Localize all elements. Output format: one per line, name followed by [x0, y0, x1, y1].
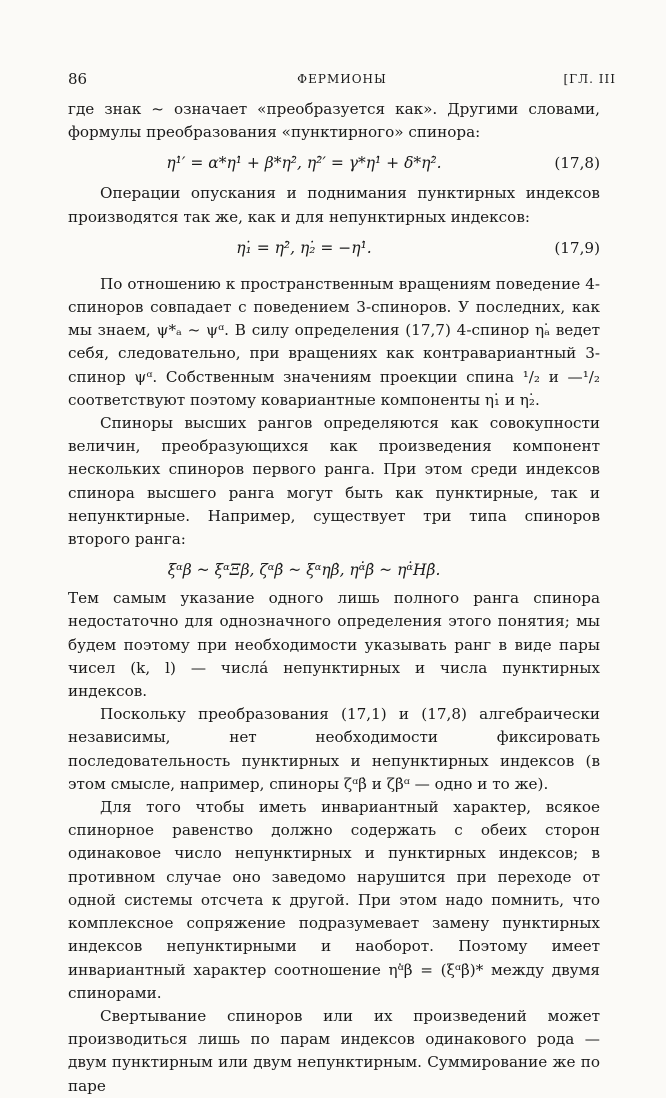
- equation-expression: η¹̇′ = α*η¹̇ + β*η²̇, η²̇′ = γ*η¹̇ + δ*η²̇.: [166, 154, 442, 173]
- running-title: ФЕРМИОНЫ: [297, 72, 387, 86]
- page-number: 86: [68, 70, 88, 88]
- paragraph: где знак ~ означает «преобразуется как». Другими словами, формулы преобразования «пунктирного» спинора:: [68, 100, 600, 142]
- equation-expression: η₁̇ = η²̇, η₂̇ = −η¹̇.: [236, 238, 372, 257]
- equation-expression: ξᵅβ ~ ξᵅΞβ, ζᵅβ̇ ~ ξᵅηβ̇, ηᵅ̇β̇ ~ ηᵅ̇Hβ̇.: [167, 561, 441, 580]
- paragraph: Для того чтобы иметь инвариантный характер, всякое спинорное равенство должно содержать с обеих сторон одинаковое число непунктирных и пунктирных индексов; в противном случае оно заведомо нарушится при переходе от одной системы отсчета к другой. При этом надо помнить, что комплексное сопряжение подразумевает замену пунктирных индексов непунктирными и наоборот. Поэтому имеет инвариантный характер соотношение ηᵅ̇β = (ξᵅβ̇)* между двумя спинорами.: [68, 798, 600, 1002]
- equation-second-rank-spinors: [68, 551, 600, 587]
- paragraph: Тем самым указание одного лишь полного ранга спинора недостаточно для однозначного определения этого понятия; мы будем поэтому при необходимости указывать ранг в виде пары чисел (k, l) — числá непунктирных и числа пунктирных индексов.: [68, 589, 600, 701]
- page-body: [68, 98, 600, 1098]
- paragraph: Свертывание спиноров или их произведений может производиться лишь по парам индексов одинакового рода — двум пунктирным или двум непунктирным. Суммирование же по паре: [68, 1006, 600, 1095]
- equation-17-9: [68, 229, 600, 267]
- paragraph: Спиноры высших рангов определяются как совокупности величин, преобразующихся как произведения компонент нескольких спиноров первого ранга. При этом среди индексов спинора высшего ранга могут быть как пунктирные, так и непунктирные. Например, существует три типа спиноров второго ранга:: [68, 414, 600, 549]
- paragraph: По отношению к пространственным вращениям поведение 4-спиноров совпадает с поведением 3-спиноров. У последних, как мы знаем, ψ*ₐ ~ ψᵅ. В силу определения (17,7) 4-спинор ηₐ̇ ведет себя, следовательно, при вращениях как контравариантный 3-спинор ψᵅ. Собственным значениям проекции спина ¹/₂ и —¹/₂ соответствуют поэтому ковариантные компоненты η₁̇ и η₂̇.: [68, 274, 600, 409]
- paragraph: Операции опускания и поднимания пунктирных индексов производятся так же, как и для непунктирных индексов:: [68, 184, 600, 226]
- running-header: [68, 70, 616, 90]
- equation-number: (17,9): [554, 238, 600, 257]
- chapter-label: [ГЛ. III: [563, 72, 616, 86]
- equation-17-8: [68, 144, 600, 182]
- equation-number: (17,8): [554, 154, 600, 173]
- paragraph: Поскольку преобразования (17,1) и (17,8) алгебраически независимы, нет необходимости фиксировать последовательность пунктирных и непунктирных индексов (в этом смысле, например, спиноры ζᵅβ̇ и ζβ̇ᵅ — одно и то же).: [68, 705, 600, 793]
